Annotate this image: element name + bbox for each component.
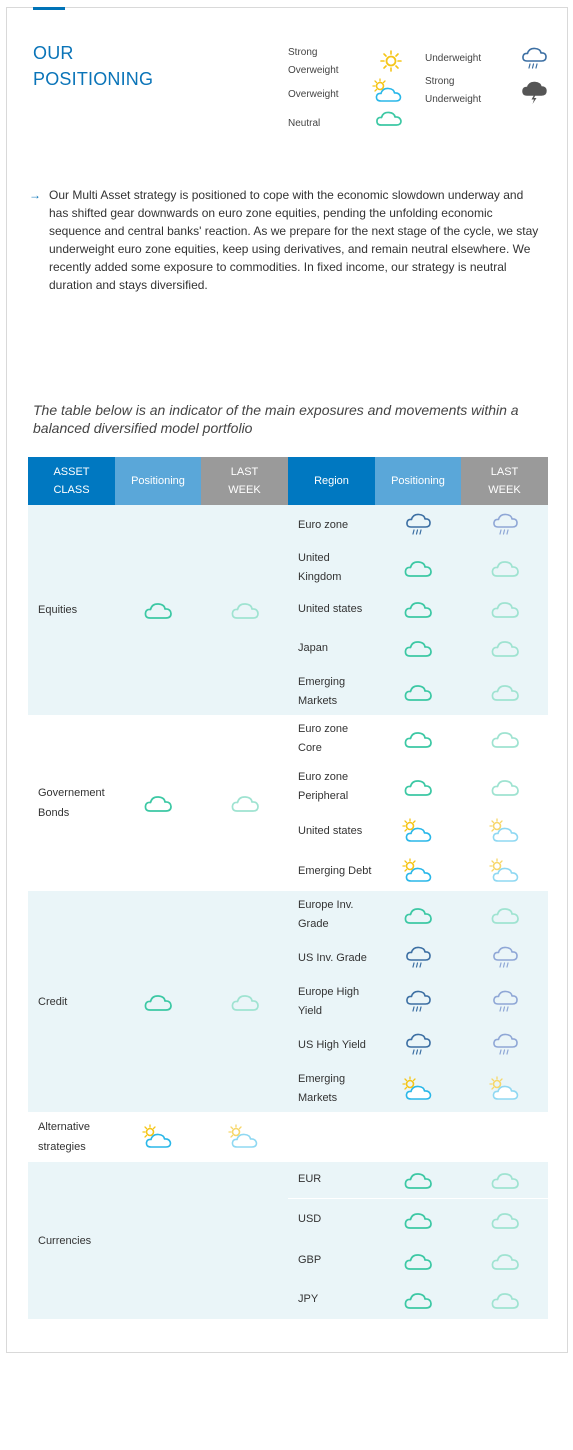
cloud-icon — [375, 108, 403, 128]
region-line-2: Markets — [298, 1091, 338, 1104]
intro-paragraph: Our Multi Asset strategy is positioned to cope with the economic slowdown underway and has shifted gear downwards on euro zone equities, pending the unfolding economic sequence and central banks' reaction. As we prepare for the next stage of the cycle, we stay underweight euro zone equities, keep using derivatives, and remain neutral elsewhere. We recently added some exposure to commodities. In fixed income, our strategy is neutral duration and stays diversified. — [49, 188, 539, 292]
page-title — [33, 40, 193, 92]
empty-cell — [461, 1112, 548, 1162]
region-label — [288, 891, 375, 938]
bonds-last-week — [201, 715, 288, 891]
region-line-1: Europe Inv. — [298, 898, 354, 911]
table-row — [28, 715, 548, 762]
region-label: GBP — [288, 1241, 375, 1280]
region-positioning — [375, 811, 461, 851]
cloud-icon — [490, 1214, 520, 1226]
region-label: USD — [288, 1198, 375, 1241]
header-positioning: Positioning — [115, 457, 201, 505]
region-line-1: Euro zone — [298, 770, 349, 783]
region-last-week — [461, 762, 548, 811]
region-label — [288, 668, 375, 715]
region-positioning — [375, 668, 461, 715]
region-line-1: Euro zone — [298, 518, 349, 531]
region-last-week — [461, 1198, 548, 1241]
region-label: JPY — [288, 1280, 375, 1319]
region-line-2: Kingdom — [298, 570, 342, 583]
equities-last-week — [201, 505, 288, 715]
storm-cloud-icon — [521, 80, 547, 106]
cloud-icon — [403, 908, 433, 920]
asset-equities: Equities — [28, 505, 115, 715]
region-positioning — [375, 1162, 461, 1198]
cloud-icon — [403, 780, 433, 792]
region-label — [288, 545, 375, 590]
region-positioning — [375, 1198, 461, 1241]
region-positioning — [375, 891, 461, 938]
rain-cloud-icon — [405, 995, 431, 1007]
region-positioning — [375, 851, 461, 891]
region-label — [288, 1065, 375, 1112]
header-last-week2-l1: LAST — [490, 466, 519, 478]
asset-name-line-2: Bonds — [38, 807, 70, 819]
sun-cloud-icon — [488, 1082, 522, 1094]
region-last-week — [461, 505, 548, 545]
region-line-1: Emerging — [298, 1072, 346, 1085]
region-line-1: Emerging — [298, 675, 346, 688]
region-positioning — [375, 505, 461, 545]
region-line-1: US Inv. Grade — [298, 951, 367, 964]
header-last-week-l1: LAST — [230, 466, 259, 478]
asset-alternative-strategies — [28, 1112, 115, 1162]
table-row — [28, 1162, 548, 1198]
region-line-2: Core — [298, 741, 322, 754]
region-label — [288, 938, 375, 978]
region-line-1: Japan — [298, 641, 328, 654]
region-last-week — [461, 628, 548, 668]
header-positioning-region: Positioning — [375, 457, 461, 505]
positioning-panel — [6, 7, 568, 1353]
region-label — [288, 628, 375, 668]
cloud-icon — [490, 732, 520, 744]
cloud-icon — [403, 732, 433, 744]
cloud-icon — [230, 604, 260, 616]
region-line-2: Markets — [298, 694, 338, 707]
region-label — [288, 762, 375, 811]
region-last-week — [461, 590, 548, 628]
cloud-icon — [490, 1174, 520, 1186]
credit-last-week — [201, 891, 288, 1112]
cloud-icon — [490, 561, 520, 573]
legend-neutral-label: Neutral — [288, 118, 321, 129]
cloud-icon — [490, 603, 520, 615]
region-line-1: Euro zone — [298, 722, 349, 735]
region-line-1: US High Yield — [298, 1038, 366, 1051]
region-label — [288, 851, 375, 891]
region-last-week — [461, 978, 548, 1025]
header-asset-class-l2: CLASS — [53, 484, 90, 496]
region-line-2: Yield — [298, 1004, 323, 1017]
cloud-icon — [490, 642, 520, 654]
accent-bar — [33, 7, 65, 10]
credit-positioning — [115, 891, 201, 1112]
region-label: EUR — [288, 1162, 375, 1198]
cloud-icon — [490, 908, 520, 920]
alternative-last-week — [201, 1112, 288, 1162]
region-last-week — [461, 851, 548, 891]
bonds-positioning — [115, 715, 201, 891]
sun-cloud-icon — [401, 1082, 435, 1094]
region-label — [288, 715, 375, 762]
region-last-week — [461, 715, 548, 762]
region-positioning — [375, 628, 461, 668]
empty-cell — [375, 1112, 461, 1162]
region-label — [288, 590, 375, 628]
region-last-week — [461, 545, 548, 590]
region-line-1: United states — [298, 602, 363, 615]
region-line-2: Grade — [298, 917, 329, 930]
equities-positioning — [115, 505, 201, 715]
sun-cloud-icon — [227, 1131, 261, 1143]
cloud-icon — [403, 1254, 433, 1266]
region-last-week — [461, 1162, 548, 1198]
cloud-icon — [403, 603, 433, 615]
cloud-icon — [490, 780, 520, 792]
cloud-icon — [230, 797, 260, 809]
cloud-icon — [230, 995, 260, 1007]
asset-name-line-1: Alternative — [38, 1121, 90, 1133]
region-label — [288, 811, 375, 851]
legend-strong-underweight-l2: Underweight — [425, 94, 482, 105]
cloud-icon — [403, 685, 433, 697]
cloud-icon — [403, 1214, 433, 1226]
region-positioning — [375, 1065, 461, 1112]
title-line-2: POSITIONING — [33, 69, 154, 89]
rain-cloud-icon — [521, 46, 547, 72]
alternative-positioning — [115, 1112, 201, 1162]
empty-cell — [201, 1162, 288, 1319]
cloud-icon — [490, 1254, 520, 1266]
positioning-table — [28, 457, 548, 1319]
sun-cloud-icon — [141, 1131, 175, 1143]
asset-government-bonds — [28, 715, 115, 891]
legend-strong-underweight-label — [425, 73, 481, 109]
region-line-2: Peripheral — [298, 789, 349, 802]
cloud-icon — [143, 797, 173, 809]
region-last-week — [461, 1025, 548, 1065]
region-positioning — [375, 545, 461, 590]
sun-cloud-icon — [401, 825, 435, 837]
legend-underweight-label: Underweight — [425, 53, 482, 64]
rain-cloud-icon — [492, 952, 518, 964]
region-last-week — [461, 891, 548, 938]
table-row — [28, 505, 548, 545]
region-positioning — [375, 938, 461, 978]
region-label — [288, 1025, 375, 1065]
table-row — [28, 891, 548, 938]
header-last-week-region — [461, 457, 548, 505]
sun-icon — [379, 50, 403, 72]
cloud-icon — [490, 1293, 520, 1305]
legend-strong-underweight-l1: Strong — [425, 76, 455, 87]
legend-strong-overweight-l1: Strong — [288, 47, 318, 58]
sun-cloud-icon — [488, 865, 522, 877]
rain-cloud-icon — [492, 1039, 518, 1051]
header-asset-class — [28, 457, 115, 505]
region-line-1: Emerging Debt — [298, 864, 372, 877]
rain-cloud-icon — [405, 952, 431, 964]
asset-name-line-2: strategies — [38, 1141, 86, 1153]
table-caption: The table below is an indicator of the main exposures and movements within a balanced diversified model portfolio — [33, 402, 519, 436]
sun-cloud-icon — [401, 865, 435, 877]
rain-cloud-icon — [405, 1039, 431, 1051]
asset-currencies: Currencies — [28, 1162, 115, 1319]
region-positioning — [375, 978, 461, 1025]
asset-credit: Credit — [28, 891, 115, 1112]
region-last-week — [461, 668, 548, 715]
legend-strong-overweight-label — [288, 44, 339, 80]
header-region: Region — [288, 457, 375, 505]
region-last-week — [461, 811, 548, 851]
header-asset-class-l1: ASSET — [53, 466, 90, 478]
table-row — [28, 1112, 548, 1162]
rain-cloud-icon — [492, 519, 518, 531]
rain-cloud-icon — [492, 995, 518, 1007]
header-last-week2-l2: WEEK — [488, 484, 521, 496]
empty-cell — [115, 1162, 201, 1319]
region-positioning — [375, 1280, 461, 1319]
cloud-icon — [403, 561, 433, 573]
cloud-icon — [143, 995, 173, 1007]
legend-strong-overweight-l2: Overweight — [288, 65, 339, 76]
region-positioning — [375, 1025, 461, 1065]
cloud-icon — [143, 604, 173, 616]
region-positioning — [375, 590, 461, 628]
sun-cloud-icon — [488, 825, 522, 837]
title-line-1: OUR — [33, 43, 74, 63]
header-last-week-l2: WEEK — [228, 484, 261, 496]
region-label — [288, 505, 375, 545]
sun-cloud-icon — [371, 78, 405, 104]
region-last-week — [461, 1065, 548, 1112]
region-last-week — [461, 938, 548, 978]
region-line-1: Europe High — [298, 985, 360, 998]
region-last-week — [461, 1280, 548, 1319]
arrow-right-icon: → — [29, 188, 41, 202]
cloud-icon — [490, 685, 520, 697]
asset-name-line-1: Governement — [38, 787, 105, 799]
region-positioning — [375, 1241, 461, 1280]
header-last-week — [201, 457, 288, 505]
region-positioning — [375, 715, 461, 762]
cloud-icon — [403, 1293, 433, 1305]
region-last-week — [461, 1241, 548, 1280]
cloud-icon — [403, 642, 433, 654]
table-header-row — [28, 457, 548, 505]
empty-cell — [288, 1112, 375, 1162]
region-label — [288, 978, 375, 1025]
region-positioning — [375, 762, 461, 811]
rain-cloud-icon — [405, 519, 431, 531]
legend-overweight-label: Overweight — [288, 89, 339, 100]
cloud-icon — [403, 1174, 433, 1186]
region-line-1: United states — [298, 824, 363, 837]
region-line-1: United — [298, 551, 330, 564]
